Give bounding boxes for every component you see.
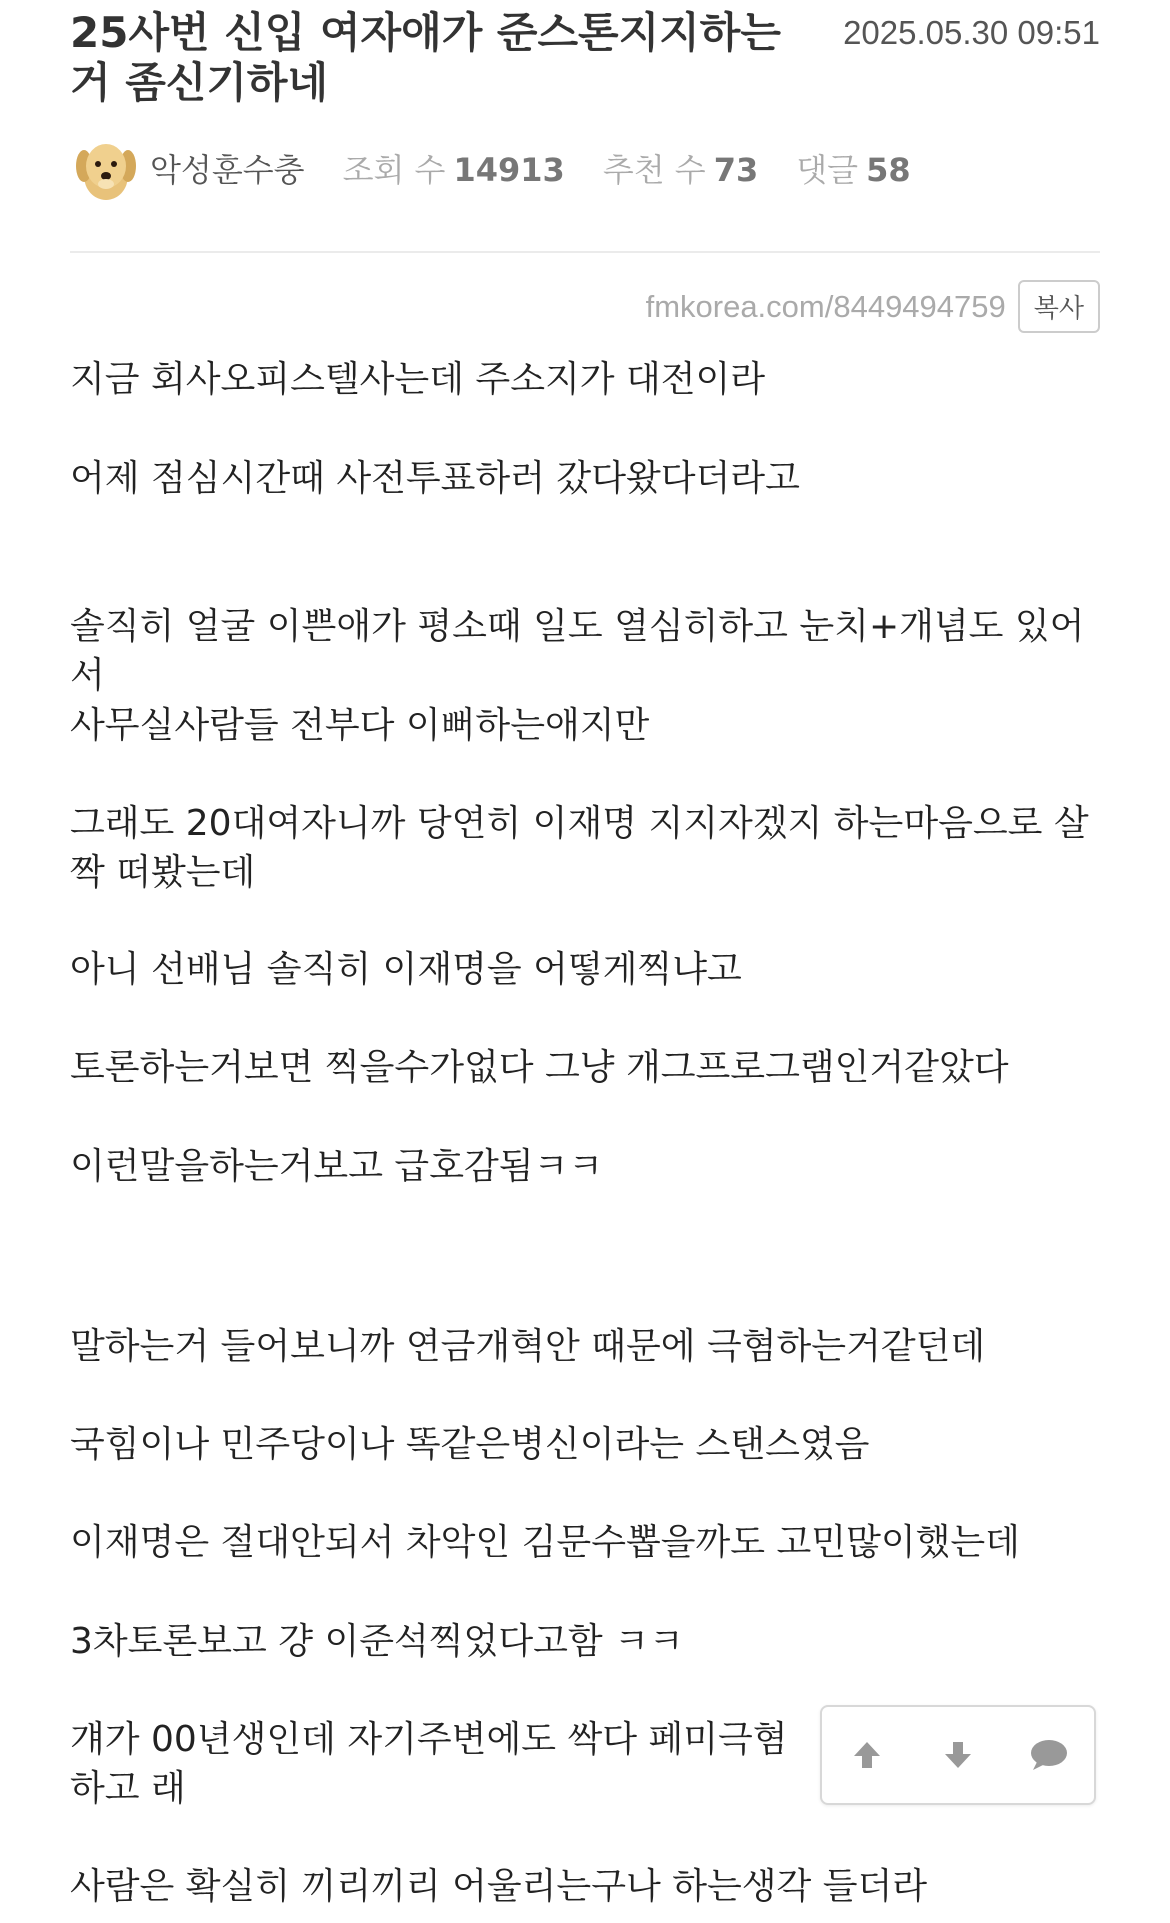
post-paragraph: 국힘이나 민주당이나 똑같은병신이라는 스탠스였음 [70, 1424, 870, 1465]
comment-count[interactable] [796, 145, 910, 191]
puppy-avatar-icon [70, 132, 142, 204]
post-paragraph: 그래도 20대여자니까 당연히 이재명 지지자겠지 하는마음으로 살짝 떠봤는데 [70, 803, 1089, 893]
recommend-count [603, 145, 758, 191]
post-paragraph: 솔직히 얼굴 이쁜애가 평소때 일도 열심히하고 눈치+개념도 있어서 [70, 606, 1085, 696]
post-paragraph: 어제 점심시간때 사전투표하러 갔다왔다더라고 [70, 458, 800, 499]
view-count [343, 145, 565, 191]
url-row [646, 280, 1100, 333]
author-avatar[interactable] [70, 132, 142, 204]
post-datetime: 2025.05.30 09:51 [843, 14, 1100, 51]
post-url[interactable]: fmkorea.com/8449494759 [645, 288, 1006, 324]
header-divider [70, 251, 1100, 253]
post-paragraph: 걔가 00년생인데 자기주변에도 싹다 페미극혐하고 래 [70, 1719, 788, 1809]
post-paragraph: 사무실사람들 전부다 이뻐하는애지만 [70, 705, 650, 746]
post-title: 25사번 신입 여자애가 준스톤지지하는거 좀신기하네 [70, 8, 781, 107]
comment-count-label: 댓글 [796, 151, 859, 189]
post-paragraph: 말하는거 들어보니까 연금개혁안 때문에 극혐하는거같던데 [70, 1326, 986, 1367]
comment-count-value: 58 [866, 151, 911, 189]
post-paragraph: 아니 선배님 솔직히 이재명을 어떻게찍냐고 [70, 949, 742, 990]
post-paragraph: 이재명은 절대안되서 차악인 김문수뽑을까도 고민많이했는데 [70, 1522, 1020, 1563]
author-name[interactable]: 악성훈수충 [150, 151, 305, 189]
recommend-count-value: 73 [713, 151, 759, 189]
recommend-count-label: 추천 수 [602, 151, 706, 189]
arrow-down-icon[interactable] [933, 1730, 983, 1780]
post-paragraph: 이런말을하는거보고 급호감됨ㅋㅋ [70, 1146, 604, 1187]
comment-bubble-icon[interactable] [1024, 1730, 1074, 1780]
post-paragraph: 3차토론보고 걍 이준석찍었다고함 ㅋㅋ [70, 1621, 684, 1662]
post-paragraph: 토론하는거보면 찍을수가없다 그냥 개그프로그램인거같았다 [70, 1047, 1009, 1088]
view-count-label: 조회 수 [342, 151, 446, 189]
copy-url-button[interactable]: 복사 [1018, 280, 1100, 333]
post-meta [70, 128, 1100, 208]
post-header [70, 8, 1100, 108]
floating-action-bar [820, 1705, 1096, 1805]
post-paragraph: 지금 회사오피스텔사는데 주소지가 대전이라 [70, 359, 766, 400]
arrow-up-icon[interactable] [842, 1730, 892, 1780]
view-count-value: 14913 [453, 151, 565, 189]
post-paragraph: 사람은 확실히 끼리끼리 어울리는구나 하는생각 들더라 [70, 1866, 928, 1907]
